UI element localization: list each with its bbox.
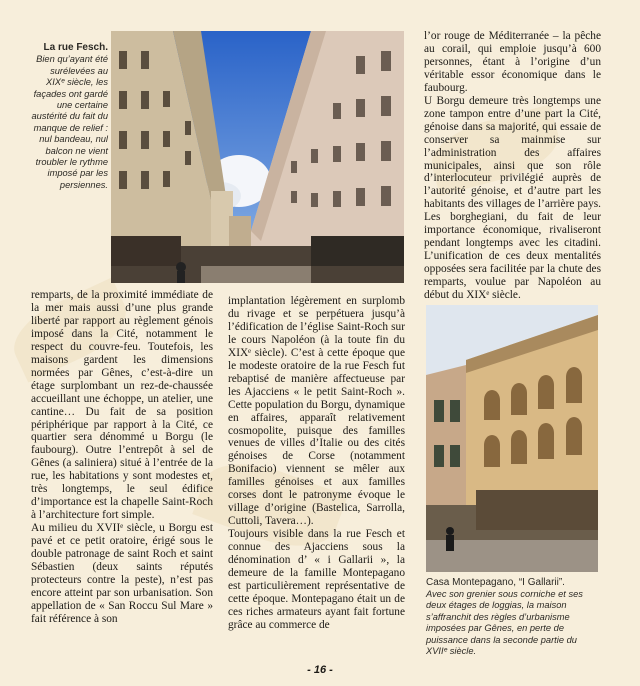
- paragraph: implantation légèrement en surplomb du rivage et se perpétuera jusqu’à l’édification de l’église Saint-Roch sur le cours Napoléon (à la toute fin du XIXᵉ siècle). C’est à cette époque que le modeste oratoire de la rue Fesch fut rebaptisé de manière affectueuse par les Ajacciens « le petit Saint-Roch ». Cette population du Borgu, dynamique en affaires, apparaît relativement cosmopolite, puisque des familles venues de villes d’Italie ou des cités génoises de Corse (notamment Bonifacio) viennent se mêler aux familles génoises et aux familles corses dont le patronyme évoque le village d’origine (Bastelica, Sarrolla, Cuttoli, Tavera…).: [228, 295, 405, 528]
- house-photo-caption: [426, 577, 600, 658]
- paragraph: remparts, de la proximité immédiate de la mer mais aussi d’une plus grande liberté par rapport au règlement génois imposé dans la Cité, notamment le respect du couvre-feu. Toutefois, les maisons gardent les dimensions normées par Gênes, c’est-à-dire un étage surplombant un rez-de-chaussée accueillant une échoppe, un atelier, une cantine… Du fait de sa position périphérique par rapport à la Cité, ce quartier sera dénommé u Borgu (le faubourg). Outre l’entrepôt à sel de Gênes (a saliniera) situé à l’entrée de la rue, les habitations y sont modestes et, très longtemps, le seul édifice d’importance est la chapelle Saint-Roch à l’architecture fort simple.: [31, 289, 213, 522]
- rue-fesch-photo: [111, 31, 404, 283]
- page-number: - 16 -: [307, 664, 333, 676]
- caption-title: Casa Montepagano, “I Gallarii”.: [426, 577, 565, 588]
- caption-body: Bien qu’ayant été surélevées au XIXᵉ siècle, les façades ont gardé une certaine austérité du fait du manque de relief : nul bandeau, nul balcon ne vient troubler le rythme imposé par les persiennes.: [31, 54, 108, 190]
- text-column-2: [228, 295, 405, 632]
- caption-body: Avec son grenier sous corniche et ses deux étages de loggias, la maison s’affranchit des règles d’urbanisme imposées par Gênes, en perte de puissance dans la seconde partie du XVIIᵉ siècle.: [426, 588, 583, 656]
- casa-montepagano-photo: [426, 305, 598, 572]
- paragraph: Au milieu du XVIIᵉ siècle, u Borgu est pavé et ce petit oratoire, érigé sous le double patronage de saint Roch et saint Sébastien (deux saints réputés protecteurs contre la peste), n’est pas encore atteint par son urbanisation. Son appellation de « San Roccu Sul Mare » fait référence à son: [31, 522, 213, 625]
- caption-title: La rue Fesch.: [43, 42, 108, 53]
- street-photo-caption: [30, 42, 108, 191]
- paragraph: l’or rouge de Méditerranée – la pêche au corail, qui emploie jusqu’à 600 personnes, étant à l’origine d’un véritable essor économique dans le faubourg.: [424, 30, 601, 94]
- text-column-3: [424, 30, 601, 302]
- paragraph: Toujours visible dans la rue Fesch et connue des Ajacciens sous la dénomination d’ « i Gallarii », la demeure de la famille Montepagano est particulièrement représentative de cette époque. Montepagano était un de ces riches armateurs ayant fait fortune grâce au commerce de: [228, 528, 405, 631]
- text-column-1: [31, 289, 213, 626]
- paragraph: U Borgu demeure très longtemps une zone tampon entre d’une part la Cité, génoise dans sa majorité, qui essaie de conserver sa mainmise sur l’administration des affaires municipales, ainsi que son rôle d’interlocuteur privilégié auprès de l’autorité génoise, et d’autre part les habitants des villages de l’arrière pays. Les borghegiani, du fait de leur importance économique, rivaliseront pendant longtemps avec les citadini. L’unification de ces deux mentalités opposées sera facilitée par la chute des remparts, voulue par Napoléon au début du XIXᵉ siècle.: [424, 94, 601, 302]
